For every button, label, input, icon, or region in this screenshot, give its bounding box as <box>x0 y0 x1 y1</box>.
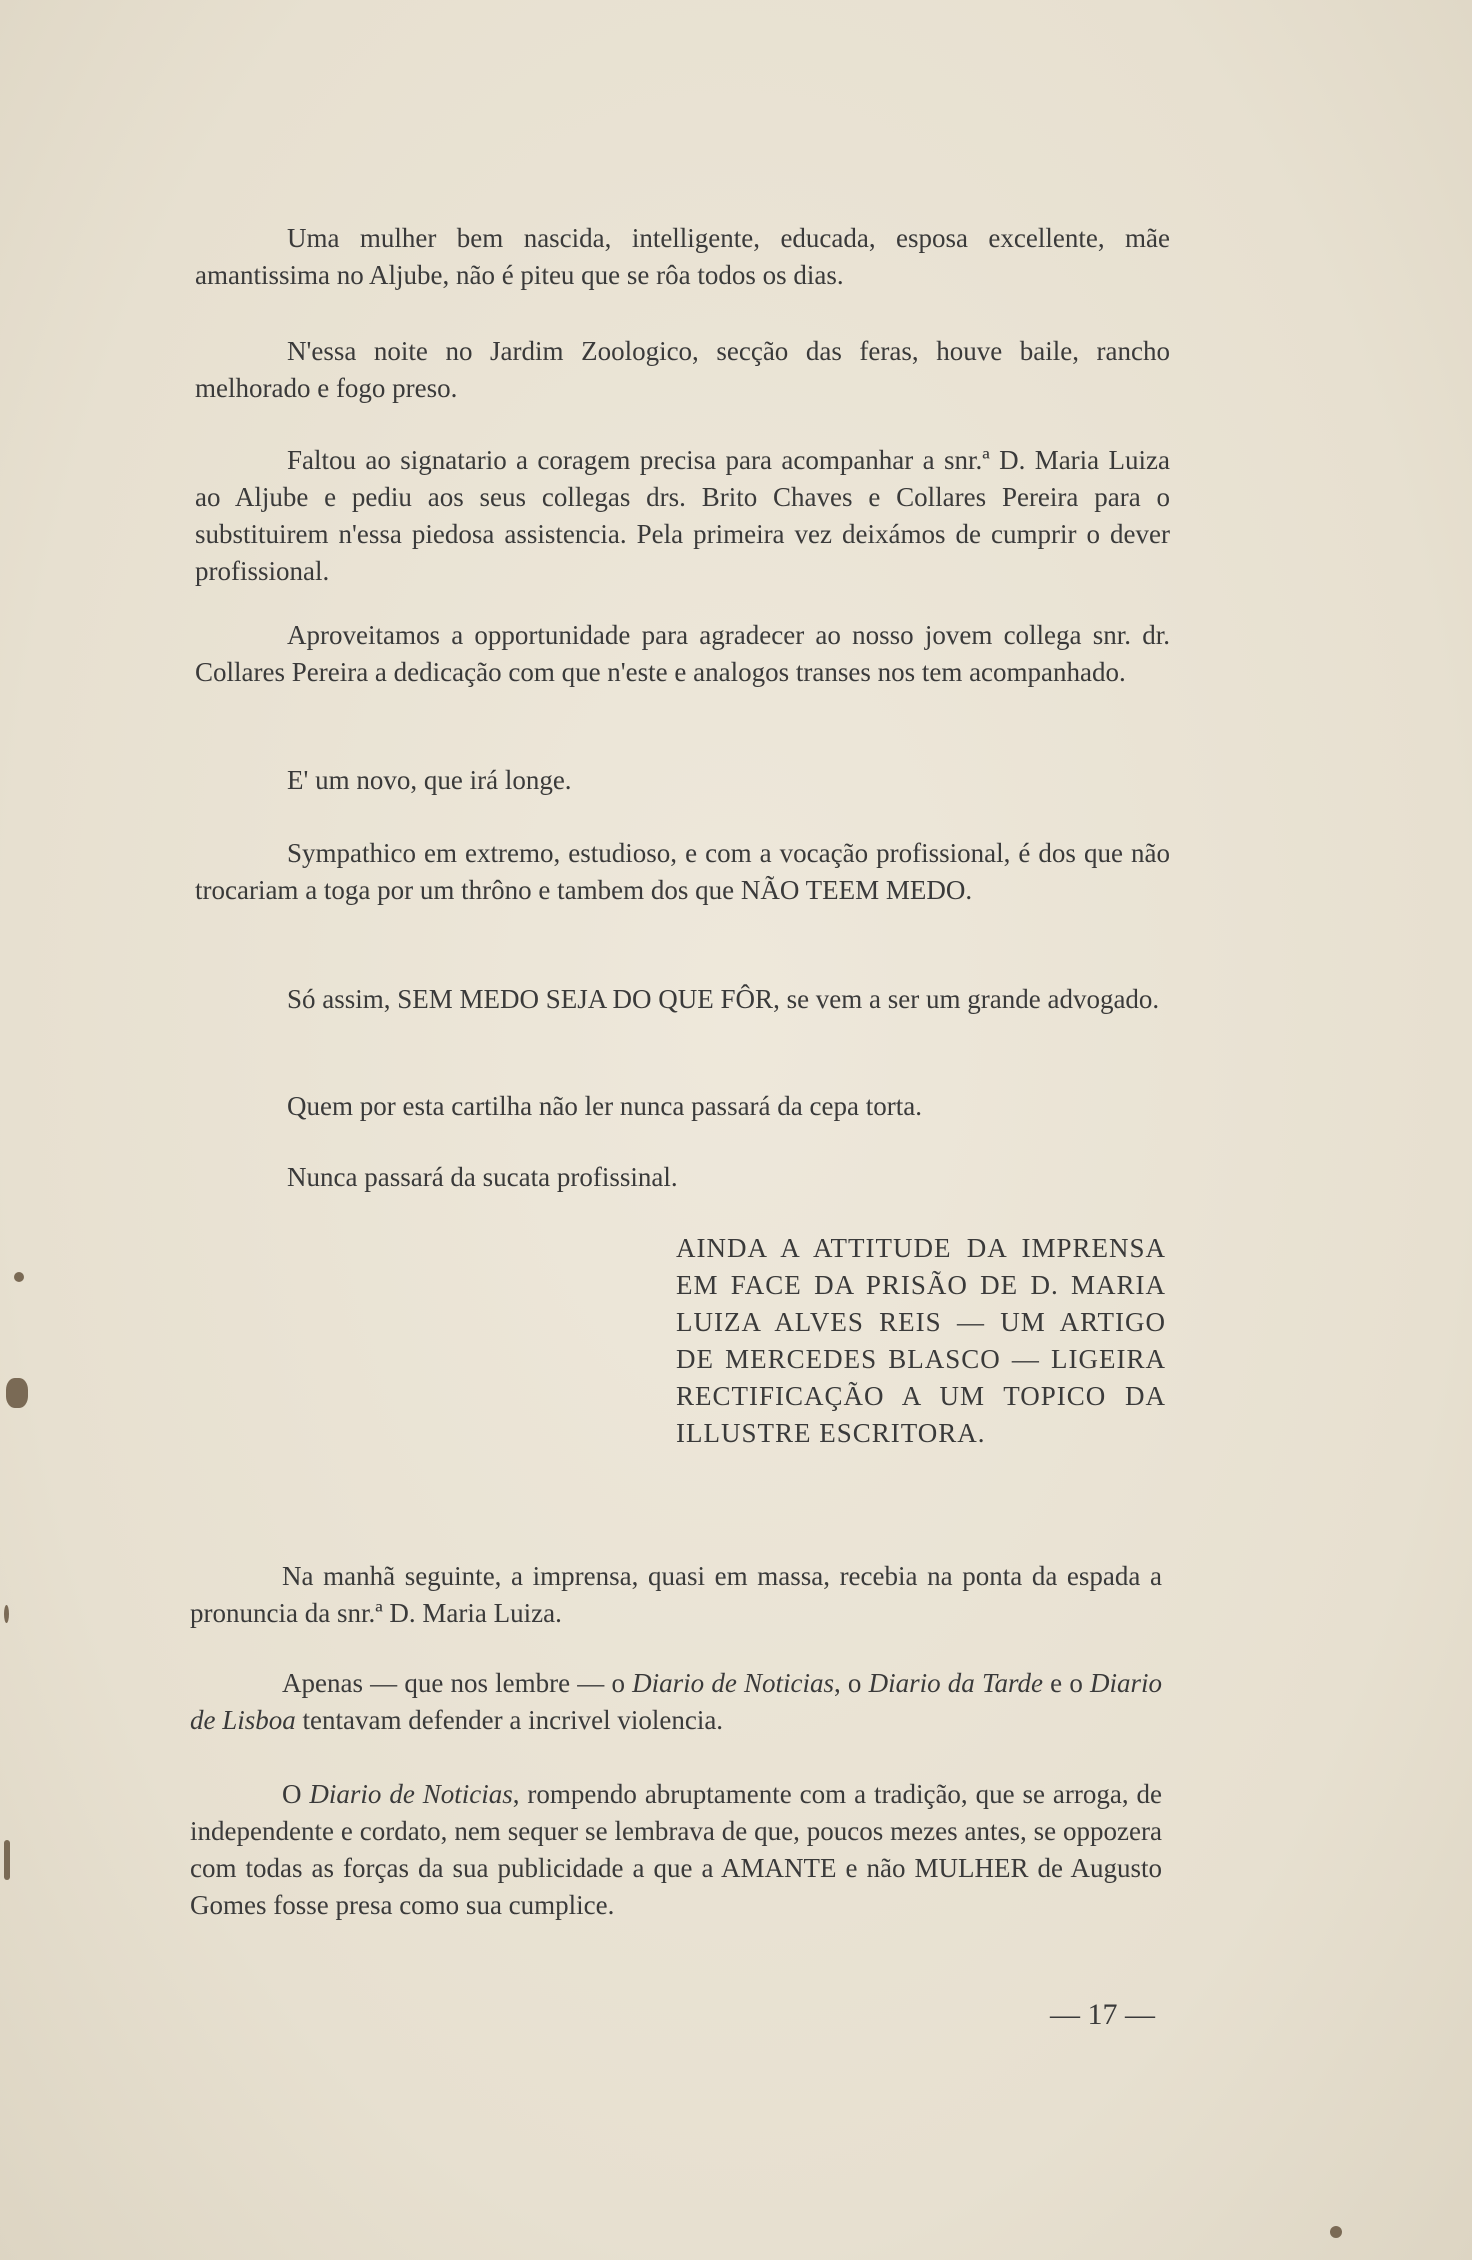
paragraph-8: Quem por esta cartilha não ler nunca passará da cepa torta. <box>287 1091 922 1121</box>
text-run: Apenas — que nos lembre — o <box>282 1668 633 1698</box>
paragraph-9: Nunca passará da sucata profissinal. <box>287 1162 678 1192</box>
paragraph-3: Faltou ao signatario a coragem precisa para acompanhar a snr.ª D. Maria Luiza ao Aljube e pediu aos seus collegas drs. Brito Chaves e Collares Pereira para o substituirem n'essa piedosa assistencia. Pela primeira vez deixámos de cumprir o dever profissional. <box>195 445 1170 586</box>
text-run: , rompendo abruptamente com a tradição, que se arroga, de independente e cordato, nem sequer se lembrava de que, poucos mezes antes, se oppozera com todas as forças da sua publicidade a que a AMANTE e não MULHER de Augusto Gomes fosse presa como sua cumplice. <box>190 1779 1163 1920</box>
margin-stain <box>1330 2226 1342 2238</box>
margin-stain <box>4 1605 9 1623</box>
newspaper-title: Diario da Tarde <box>868 1668 1043 1698</box>
margin-stain <box>4 1840 10 1880</box>
margin-stain <box>14 1272 24 1282</box>
paragraph-11 <box>190 1665 1162 1739</box>
section-heading: AINDA A ATTITUDE DA IMPRENSA EM FACE DA PRISÃO DE D. MARIA LUIZA ALVES REIS — UM ARTIGO DE MERCEDES BLASCO — LIGEIRA RECTIFICAÇÃO A UM TOPICO DA ILLUSTRE ESCRITORA. <box>676 1233 1166 1448</box>
paragraph-10: Na manhã seguinte, a imprensa, quasi em massa, recebia na ponta da espada a pronuncia da snr.ª D. Maria Luiza. <box>190 1561 1162 1628</box>
page-number: — 17 — <box>1050 1998 1155 2031</box>
text-run: O <box>282 1779 310 1809</box>
newspaper-title: Diario de Noticias <box>632 1668 834 1698</box>
newspaper-title: Diario de Lisboa <box>190 1668 1163 1735</box>
paragraph-2: N'essa noite no Jardim Zoologico, secção das feras, houve baile, rancho melhorado e fogo preso. <box>195 336 1170 403</box>
paragraph-5: E' um novo, que irá longe. <box>287 765 572 795</box>
paragraph-7: Só assim, SEM MEDO SEJA DO QUE FÔR, se vem a ser um grande advogado. <box>287 984 1160 1014</box>
newspaper-title: Diario de Noticias <box>309 1779 513 1809</box>
margin-stain <box>6 1378 28 1408</box>
paragraph-6: Sympathico em extremo, estudioso, e com a vocação profissional, é dos que não trocariam a toga por um thrôno e tambem dos que NÃO TEEM MEDO. <box>195 838 1170 905</box>
text-run: e o <box>1042 1668 1090 1698</box>
text-run: tentavam defender a incrivel violencia. <box>295 1705 724 1735</box>
paragraph-4: Aproveitamos a opportunidade para agradecer ao nosso jovem collega snr. dr. Collares Pereira a dedicação com que n'este e analogos transes nos tem acompanhado. <box>195 620 1170 687</box>
paragraph-12 <box>190 1776 1162 1924</box>
paragraph-1: Uma mulher bem nascida, intelligente, educada, esposa excellente, mãe amantissima no Aljube, não é piteu que se rôa todos os dias. <box>195 223 1170 290</box>
text-run: , o <box>833 1668 869 1698</box>
